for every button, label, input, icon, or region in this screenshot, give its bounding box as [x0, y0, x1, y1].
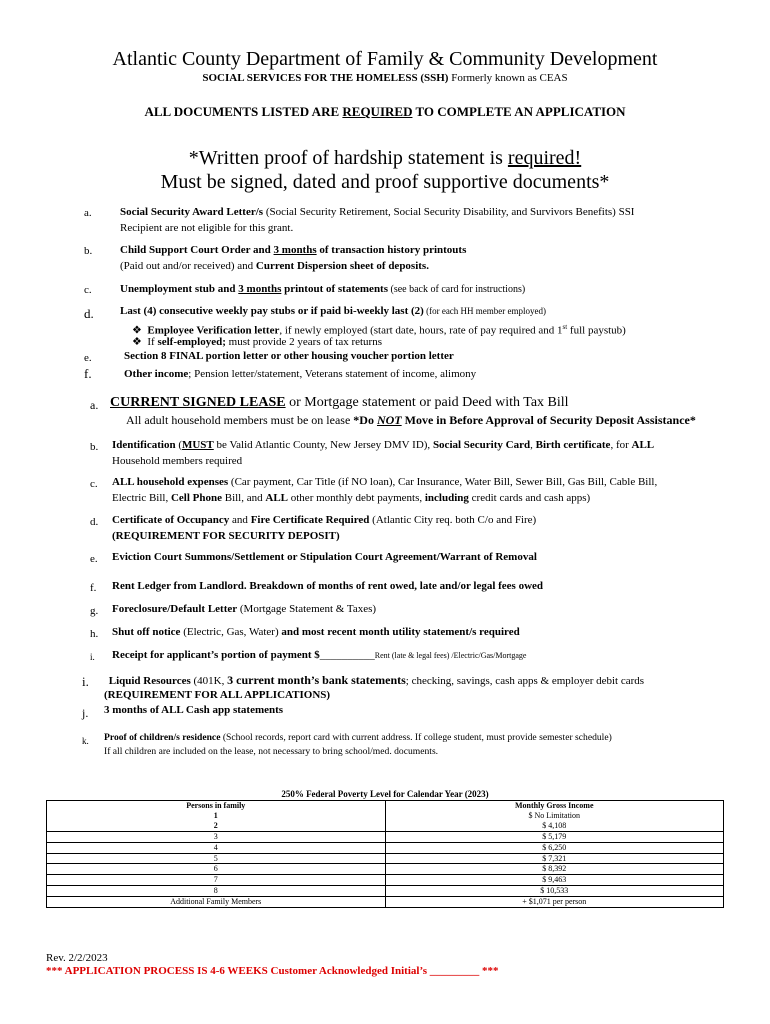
list1-b-line2-pre: (Paid out and/or received) and — [120, 260, 256, 272]
list1-a-item — [120, 204, 634, 236]
table-cell-income: $ 10,533 — [385, 886, 724, 897]
table-cell-persons: 4 — [47, 842, 386, 853]
col2-label: Monthly Gross Income — [514, 801, 594, 810]
list2-b-p3: , — [530, 439, 536, 451]
list2-g-item — [112, 601, 376, 617]
list2-b-bold2: Social Security Card — [432, 439, 531, 451]
hardship-subheading: Must be signed, dated and proof supportive documents* — [160, 171, 610, 193]
subtitle-bold: SOCIAL SERVICES FOR THE HOMELESS (SSH) — [202, 72, 449, 84]
list1-e-label: e. — [84, 352, 92, 364]
table-cell-persons: 7 — [47, 875, 386, 886]
bullet1-bold: Employee Verification letter — [147, 324, 280, 337]
list2-i1-item — [112, 647, 526, 664]
list2-i2-line2-text: (REQUIREMENT FOR ALL APPLICATIONS) — [104, 689, 331, 701]
table-cell-income: $ 5,179 — [385, 831, 724, 842]
list2-c-bold4: including — [424, 492, 469, 504]
list2-d-label: d. — [90, 516, 99, 528]
required-pre: ALL DOCUMENTS LISTED ARE — [144, 104, 343, 119]
list2-c-label: c. — [90, 478, 98, 490]
page-title: Atlantic County Department of Family & Community Development — [112, 48, 658, 70]
diamond-bullet-icon: ❖ — [132, 324, 142, 337]
diamond-bullet-icon: ❖ — [132, 336, 142, 348]
list2-d-bold2: Fire Certificate Required — [250, 514, 370, 526]
list2-d-line2: (REQUIREMENT FOR SECURITY DEPOSIT) — [112, 530, 340, 542]
list1-f-label: f. — [84, 366, 92, 381]
list2-e-bold: Eviction Court Summons/Settlement or Stipulation Court Agreement/Warrant of Removal — [112, 551, 537, 563]
list2-i2-p2: ; checking, savings, cash apps & employer debit cards — [405, 675, 645, 687]
table-row — [47, 864, 724, 875]
list2-i2-label: i. — [82, 674, 89, 689]
list2-k-bold: Proof of children/s residence — [104, 732, 221, 743]
table-cell-persons: 3 — [47, 831, 386, 842]
list2-c-l2b: Bill, and — [221, 492, 266, 504]
application-notice: *** APPLICATION PROCESS IS 4-6 WEEKS Customer Acknowledged Initial’s _________ *** — [46, 965, 499, 977]
list2-b-p4: , for — [610, 439, 632, 451]
list1-d-item — [120, 303, 546, 319]
table-header-persons — [47, 801, 386, 832]
table-cell-income: $ 7,321 — [385, 853, 724, 864]
table-cell-income: + $1,071 per person — [385, 897, 724, 908]
list1-d-bold: Last (4) consecutive weekly pay stubs or if paid bi-weekly last (2) — [120, 305, 424, 317]
list2-b-p2: be Valid Atlantic County, New Jersey DMV ID), — [213, 439, 433, 451]
list1-b-line2-bold: Current Dispersion sheet of deposits. — [255, 260, 429, 272]
poverty-table — [46, 800, 724, 908]
poverty-table-title: 250% Federal Poverty Level for Calendar Year (2023) — [281, 789, 489, 799]
list2-k-label: k. — [82, 736, 89, 746]
list2-a-line2 — [126, 413, 696, 428]
list1-b-bold2: of transaction history printouts — [316, 244, 467, 256]
list2-k-rest: (School records, report card with current address. If college student, must provide semester schedule) — [220, 732, 612, 743]
list2-e-item — [112, 549, 537, 565]
required-post: TO COMPLETE AN APPLICATION — [412, 104, 626, 119]
list1-a-label: a. — [84, 207, 92, 219]
required-notice — [0, 104, 770, 120]
table-row — [47, 875, 724, 886]
payment-blank-field: __________ — [319, 649, 375, 661]
list2-b-p1: ( — [175, 439, 182, 451]
list2-f-label: f. — [90, 582, 97, 594]
list1-c-label: c. — [84, 284, 92, 296]
list2-a-line2-b2: Move in Before Approval of Security Deposit Assistance* — [401, 413, 696, 427]
row-1-persons: 1 — [213, 810, 218, 820]
list1-b-item — [120, 242, 466, 274]
list2-a-line2-pre: All adult household members must be on lease — [126, 413, 354, 427]
list2-d-p1: and — [229, 514, 251, 526]
list2-e-label: e. — [90, 553, 98, 565]
bullet2-rest: must provide 2 years of tax returns — [225, 336, 382, 348]
list2-a-rest: or Mortgage statement or paid Deed with Tax Bill — [285, 395, 569, 410]
list1-c-bold2: printout of statements — [281, 283, 389, 295]
list2-b-bold3: Birth certificate — [535, 439, 611, 451]
table-cell-persons: Additional Family Members — [47, 897, 386, 908]
list2-c-p1: (Car payment, Car Title (if NO loan), Car Insurance, Water Bill, Sewer Bill, Gas Bill, Cable Bill, — [228, 476, 658, 488]
row-1-income: $ No Limitation — [528, 810, 581, 820]
list2-i2-bold2: 3 current month’s bank statements — [227, 673, 406, 687]
subtitle-rest: Formerly known as CEAS — [448, 72, 568, 84]
list1-f-rest: ; Pension letter/statement, Veterans statement of income, alimony — [188, 368, 477, 380]
list2-a-not: NOT — [376, 413, 402, 427]
list1-d-label: d. — [84, 306, 94, 321]
list1-c-item — [120, 281, 525, 298]
list2-d-item — [112, 512, 536, 544]
list2-h-item — [112, 624, 520, 640]
list2-j-bold: 3 months of ALL Cash app statements — [104, 704, 284, 716]
list1-b-label: b. — [84, 245, 93, 257]
table-row — [47, 853, 724, 864]
list2-g-rest: (Mortgage Statement & Taxes) — [237, 603, 377, 615]
table-row — [47, 831, 724, 842]
list2-g-label: g. — [90, 605, 99, 617]
list2-h-bold1: Shut off notice — [112, 626, 181, 638]
list2-k-line2: If all children are included on the lease, not necessary to bring school/med. documents. — [104, 746, 439, 757]
list2-c-item — [112, 474, 657, 506]
table-header-row — [47, 801, 724, 832]
list2-b-label: b. — [90, 441, 99, 453]
list2-c-bold3: ALL — [265, 492, 288, 504]
list2-b-line2: Household members required — [112, 455, 243, 467]
table-row — [47, 842, 724, 853]
col1-label: Persons in family — [186, 801, 246, 810]
list2-i1-bold: Receipt for applicant’s portion of payment $ — [112, 649, 320, 661]
list2-i2-bold1: Liquid Resources — [108, 675, 191, 687]
list2-g-bold: Foreclosure/Default Letter — [112, 603, 238, 615]
list2-c-bold1: ALL household expenses — [112, 476, 229, 488]
list1-a-rest: (Social Security Retirement, Social Security Disability, and Survivors Benefits) SSI — [263, 206, 635, 218]
list2-b-item — [112, 437, 654, 469]
list2-a-line2-b1: *Do — [353, 413, 377, 427]
list2-c-l2c: other monthly debt payments, — [288, 492, 425, 504]
list2-b-must: MUST — [181, 439, 214, 451]
hardship-heading — [0, 147, 770, 170]
list2-f-item — [112, 578, 543, 594]
table-row — [47, 897, 724, 908]
list2-d-bold1: Certificate of Occupancy — [112, 514, 230, 526]
list1-f-bold: Other income — [124, 368, 189, 380]
hardship-word: required! — [507, 147, 582, 169]
list2-d-p2: (Atlantic City req. both C/o and Fire) — [369, 514, 537, 526]
table-header-income — [385, 801, 724, 832]
list2-j-label: j. — [82, 706, 89, 720]
list2-i1-small: Rent (late & legal fees) /Electric/Gas/Mortgage — [374, 651, 527, 660]
list1-e-item — [124, 348, 454, 364]
current-lease: CURRENT SIGNED LEASE — [110, 395, 286, 410]
list2-a-label: a. — [90, 398, 99, 412]
list2-h-label: h. — [90, 628, 99, 640]
list1-d-small: (for each HH member employed) — [423, 306, 547, 316]
list2-b-bold4: ALL — [631, 439, 655, 451]
list2-i1-label: i. — [90, 652, 95, 662]
list2-i2-line2 — [104, 687, 330, 703]
row-2-income: $ 4,108 — [542, 820, 567, 830]
list1-b-bold1: Child Support Court Order and — [120, 244, 274, 256]
list2-a-item — [110, 395, 569, 411]
list1-c-bold1: Unemployment stub and — [120, 283, 239, 295]
list2-h-bold2: and most recent month utility statement/s required — [281, 626, 520, 638]
list1-e-bold: Section 8 FINAL portion letter or other housing voucher portion letter — [124, 350, 454, 362]
page-subtitle — [0, 72, 770, 84]
list1-f-item — [124, 366, 476, 382]
list2-f-bold: Rent Ledger from Landlord. Breakdown of months of rent owed, late and/or legal fees owed — [112, 580, 544, 592]
list2-c-bold2: Cell Phone — [170, 492, 222, 504]
table-cell-income: $ 8,392 — [385, 864, 724, 875]
list2-c-l2a: Electric Bill, — [112, 492, 171, 504]
table-row — [47, 886, 724, 897]
hardship-pre: *Written proof of hardship statement is — [188, 147, 508, 169]
list2-b-bold1: Identification — [112, 439, 176, 451]
bullet2-bold: self-employed; — [157, 336, 226, 348]
list1-c-small: (see back of card for instructions) — [388, 284, 526, 295]
row-2-persons: 2 — [213, 820, 218, 830]
list2-h-p1: (Electric, Gas, Water) — [180, 626, 282, 638]
list2-i2-p1: (401K, — [190, 675, 228, 687]
bullet2-pre: If — [147, 336, 158, 348]
list2-c-l2d: credit cards and cash apps) — [468, 492, 591, 504]
table-cell-persons: 8 — [47, 886, 386, 897]
table-cell-income: $ 9,463 — [385, 875, 724, 886]
list1-a-bold: Social Security Award Letter/s — [120, 206, 264, 218]
list1-c-underline: 3 months — [238, 283, 282, 295]
bullet1-rest: , if newly employed (start date, hours, rate of pay required and 1 — [279, 324, 563, 337]
list2-j-item — [104, 702, 283, 718]
bullet1-end: full paystub) — [567, 324, 626, 337]
bullet1-sup: st — [562, 323, 568, 331]
list1-a-line2: Recipient are not eligible for this grant. — [120, 222, 294, 234]
table-cell-persons: 6 — [47, 864, 386, 875]
list1-b-underline: 3 months — [273, 244, 317, 256]
table-cell-persons: 5 — [47, 853, 386, 864]
list2-k-item — [104, 731, 612, 759]
required-word: REQUIRED — [342, 104, 413, 119]
revision-date: Rev. 2/2/2023 — [46, 952, 108, 964]
table-cell-income: $ 6,250 — [385, 842, 724, 853]
